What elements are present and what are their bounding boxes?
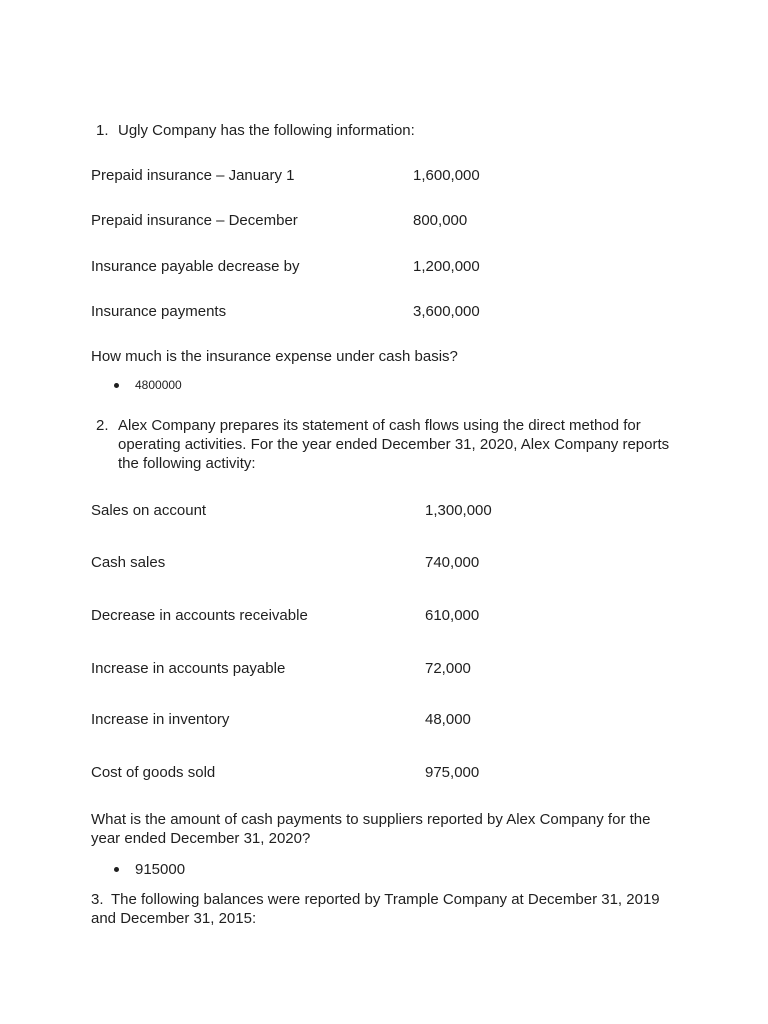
- q2-question-line: year ended December 31, 2020?: [91, 830, 311, 847]
- q2-intro-line: Alex Company prepares its statement of cash flows using the direct method for: [118, 417, 641, 434]
- q2-question-line: What is the amount of cash payments to suppliers reported by Alex Company for the: [91, 811, 651, 828]
- q2-intro-line: the following activity:: [118, 455, 256, 472]
- q1-row-value: 800,000: [413, 212, 468, 229]
- q1-number: 1.: [96, 122, 109, 139]
- q2-row-value: 610,000: [425, 607, 480, 624]
- q2-answer: 915000: [135, 861, 186, 878]
- q1-intro: Ugly Company has the following information:: [118, 122, 415, 139]
- q2-row-value: 975,000: [425, 764, 480, 781]
- q1-answer: 4800000: [135, 378, 182, 392]
- q1-row-value: 3,600,000: [413, 303, 480, 320]
- q1-row-value: 1,600,000: [413, 167, 480, 184]
- q2-row-label: Cash sales: [91, 554, 166, 571]
- q2-intro-line: operating activities. For the year ended December 31, 2020, Alex Company reports: [118, 436, 670, 453]
- q1-row-label: Insurance payments: [91, 303, 227, 320]
- q2-row-label: Cost of goods sold: [91, 764, 216, 781]
- q3-intro-line: and December 31, 2015:: [91, 910, 257, 927]
- q1-question: How much is the insurance expense under cash basis?: [91, 348, 458, 365]
- q2-row-value: 48,000: [425, 711, 471, 728]
- q2-answer-bullet: [114, 867, 119, 872]
- q2-number: 2.: [96, 417, 109, 434]
- q3-number: 3.: [91, 891, 104, 908]
- q2-row-label: Increase in inventory: [91, 711, 230, 728]
- q2-row-label: Increase in accounts payable: [91, 660, 286, 677]
- q2-row-label: Decrease in accounts receivable: [91, 607, 308, 624]
- q1-row-value: 1,200,000: [413, 258, 480, 275]
- q2-row-value: 1,300,000: [425, 502, 492, 519]
- q2-row-value: 72,000: [425, 660, 471, 677]
- q1-row-label: Prepaid insurance – January 1: [91, 167, 295, 184]
- q1-row-label: Prepaid insurance – December: [91, 212, 298, 229]
- q3-intro-line: The following balances were reported by Trample Company at December 31, 2019: [111, 891, 660, 908]
- q1-row-label: Insurance payable decrease by: [91, 258, 300, 275]
- q2-row-value: 740,000: [425, 554, 480, 571]
- q2-row-label: Sales on account: [91, 502, 207, 519]
- q1-answer-bullet: [114, 383, 119, 388]
